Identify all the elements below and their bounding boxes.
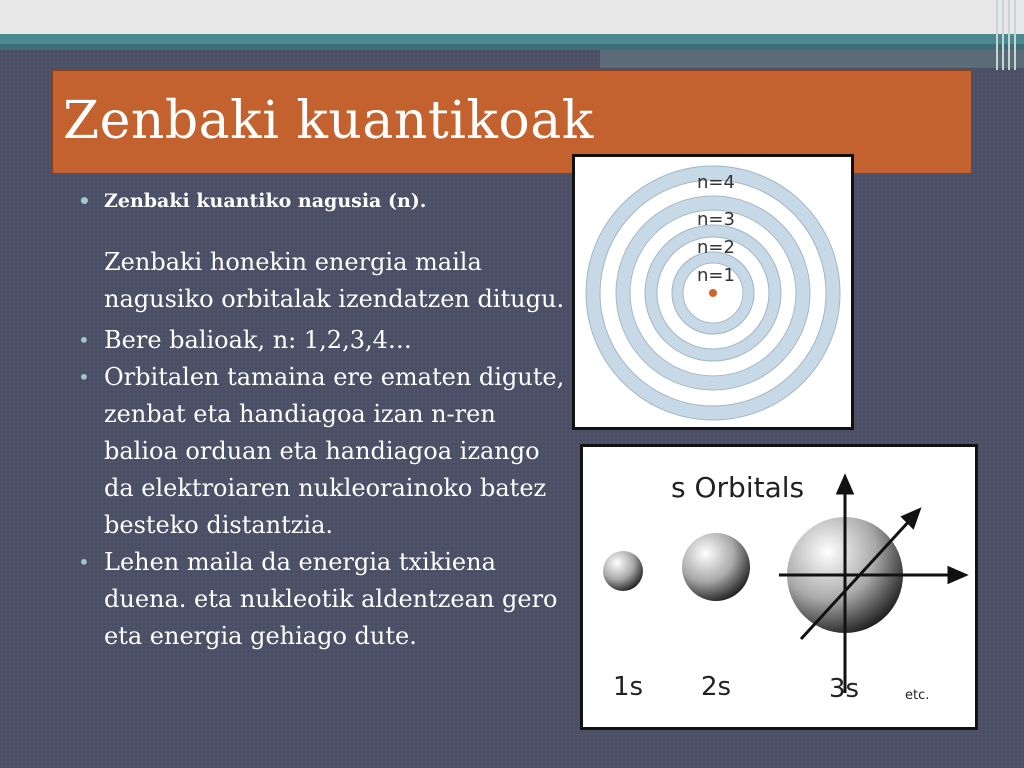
shell-label: n=1	[697, 265, 735, 286]
bullet-icon: •	[78, 328, 90, 352]
bullet-icon: •	[78, 189, 91, 213]
orbital-label: 2s	[701, 672, 732, 702]
shells-diagram	[575, 157, 851, 427]
shell-label: n=2	[697, 237, 735, 258]
bullet-icon: •	[78, 550, 90, 574]
bullet-icon: •	[78, 365, 90, 389]
slide-content	[72, 184, 572, 655]
s-orbitals-diagram	[583, 447, 975, 727]
bullet-text: Lehen maila da energia txikiena duena. eta nukleotik aldentzean gero eta energia gehiago dute.	[104, 548, 558, 650]
bullet-item	[72, 544, 572, 655]
orbital-label: etc.	[905, 688, 930, 703]
slide-title: Zenbaki kuantikoak	[63, 91, 594, 151]
shell-label: n=4	[697, 172, 735, 193]
s-orbitals-figure	[580, 444, 978, 730]
orbital-label: 3s	[829, 674, 860, 704]
shell-label: n=3	[697, 209, 735, 230]
bullet-item	[72, 184, 572, 218]
nucleus	[709, 289, 717, 297]
bullet-text: Zenbaki kuantiko nagusia (n).	[104, 190, 427, 212]
paragraph-text: Zenbaki honekin energia maila nagusiko orbitalak izendatzen ditugu.	[104, 248, 565, 313]
top-strip	[0, 0, 1024, 34]
accent-band	[0, 34, 1024, 44]
orbital-label: 1s	[613, 672, 644, 702]
shells-figure	[572, 154, 854, 430]
orbitals-title: s Orbitals	[671, 471, 805, 504]
corner-decoration	[994, 0, 1024, 70]
bullet-item	[72, 359, 572, 544]
accent-band-grey	[600, 50, 1024, 68]
bullet-item	[72, 322, 572, 359]
orbital-1s	[603, 551, 643, 591]
bullet-text: Bere balioak, n: 1,2,3,4…	[104, 326, 412, 354]
orbital-2s	[682, 533, 750, 601]
bullet-text: Orbitalen tamaina ere ematen digute, zenbat eta handiagoa izan n-ren balioa orduan eta handiagoa izango da elektroiaren nukleorainoko batez besteko distantzia.	[104, 363, 565, 539]
